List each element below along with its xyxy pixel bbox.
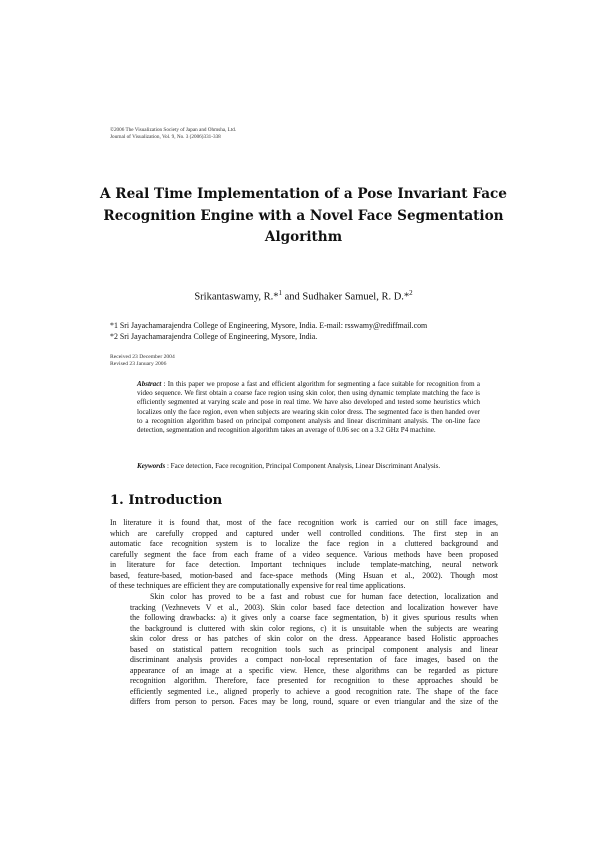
intro-paragraph-2 bbox=[110, 592, 498, 708]
text-line: appearance of an image at a specific view. Hence, these algorithms can be regarded as picture bbox=[130, 665, 498, 675]
text-line: In literature it is found that, most of the face recognition work is carried our on still face images, bbox=[110, 518, 498, 527]
copyright-line: ©2006 The Visualization Society of Japan and Ohmsha, Ltd. bbox=[110, 127, 237, 133]
text-line: of these techniques are efficient they are computationally expensive for real time applications. bbox=[110, 581, 406, 591]
text-line: which are carefully cropped and captured under well controlled conditions. The first step in an bbox=[110, 528, 498, 538]
section-heading: 1. Introduction bbox=[110, 493, 223, 508]
author-affil-marker: 2 bbox=[409, 289, 413, 297]
abstract bbox=[137, 380, 480, 435]
text-line: the background is cluttered with skin color regions, c) it is unsuitable when the subjects are wearing bbox=[130, 623, 498, 633]
text-line: the following drawbacks: a) it gives only a coarse face segmentation, b) it gives spurious results when bbox=[130, 613, 498, 623]
title-line: A Real Time Implementation of a Pose Invariant Face bbox=[100, 186, 507, 202]
submission-dates bbox=[110, 354, 175, 369]
text-line: recognition algorithm. Therefore, face presented for recognition to these approaches should be bbox=[130, 676, 498, 686]
text-line: skin color dress or has patches of skin color on the dress. Appearance based Holistic approaches bbox=[130, 634, 498, 644]
abstract-text: : In this paper we propose a fast and efficient algorithm for segmenting a face suitable for recognition from a video sequence. We first obtain a coarse face region using skin color, then using dynamic template matching the face is efficiently segmented at varying scale and pose in real time. We have also developed and tested some heuristics which localizes only the face region, even when subjects are wearing skin color dress. The segmented face is then handed over to a recognition algorithm based on principal component analysis and linear discriminant analysis. The on-line face detection, segmentation and recognition algorithm takes an average of 0.06 sec on a 3.2 GHz P4 machine. bbox=[137, 380, 480, 435]
text-line: based on statistical pattern recognition tools such as principal component analysis and linear bbox=[130, 644, 498, 654]
text-line: discriminant analysis provides a compact non-local representation of face images, based on the bbox=[130, 655, 498, 665]
revised-date: Revised 23 January 2006 bbox=[110, 361, 167, 368]
received-date: Received 23 December 2004 bbox=[110, 354, 175, 360]
keywords bbox=[137, 462, 480, 471]
affiliation-line: *1 Sri Jayachamarajendra College of Engineering, Mysore, India. E-mail: rsswamy@rediffmail.com bbox=[110, 321, 428, 330]
intro-paragraph-1 bbox=[110, 518, 498, 592]
text-line: automatic face recognition system is to localize the face region in a cluttered background and bbox=[110, 539, 498, 549]
text-line: differs from person to person. Faces may be long, round, square or even triangular and the size of the bbox=[130, 697, 498, 707]
keywords-label: Keywords bbox=[137, 462, 166, 470]
text-line: carefully segment the face from each frame of a video sequence. Various methods have been proposed bbox=[110, 549, 498, 559]
affiliations bbox=[110, 321, 427, 342]
author-affil-marker: 1 bbox=[278, 289, 283, 297]
author-name: and Sudhaker Samuel, R. D.* bbox=[282, 291, 410, 303]
title-line: Recognition Engine with a Novel Face Segmentation bbox=[103, 207, 504, 224]
abstract-label: Abstract bbox=[137, 380, 162, 388]
text-line: tracking (Vezhnevets V et al., 2003). Skin color based face detection and localization however have bbox=[130, 602, 498, 612]
keywords-text: : Face detection, Face recognition, Principal Component Analysis, Linear Discriminant Analysis. bbox=[165, 462, 441, 470]
text-line: efficiently segmented i.e., aligned properly to achieve a good recognition rate. The shape of the face bbox=[130, 686, 498, 696]
author-list bbox=[100, 286, 507, 305]
journal-citation: Journal of Visualization, Vol. 9, No. 3 (2006)331-338 bbox=[110, 134, 221, 140]
affiliation-line: *2 Sri Jayachamarajendra College of Engineering, Mysore, India. bbox=[110, 331, 318, 341]
text-line: based, feature-based, motion-based and face-space methods (Ming Hsuan et al., 2002). Though most bbox=[110, 570, 498, 580]
author-name: Srikantaswamy, R.* bbox=[194, 291, 279, 303]
title-line: Algorithm bbox=[264, 229, 343, 245]
text-line: in literature for face detection. Important techniques include template-matching, neural network bbox=[110, 560, 498, 570]
paper-title bbox=[100, 184, 507, 249]
journal-header bbox=[110, 127, 236, 141]
text-line: Skin color has proved to be a fast and robust cue for human face detection, localization and bbox=[150, 592, 498, 601]
